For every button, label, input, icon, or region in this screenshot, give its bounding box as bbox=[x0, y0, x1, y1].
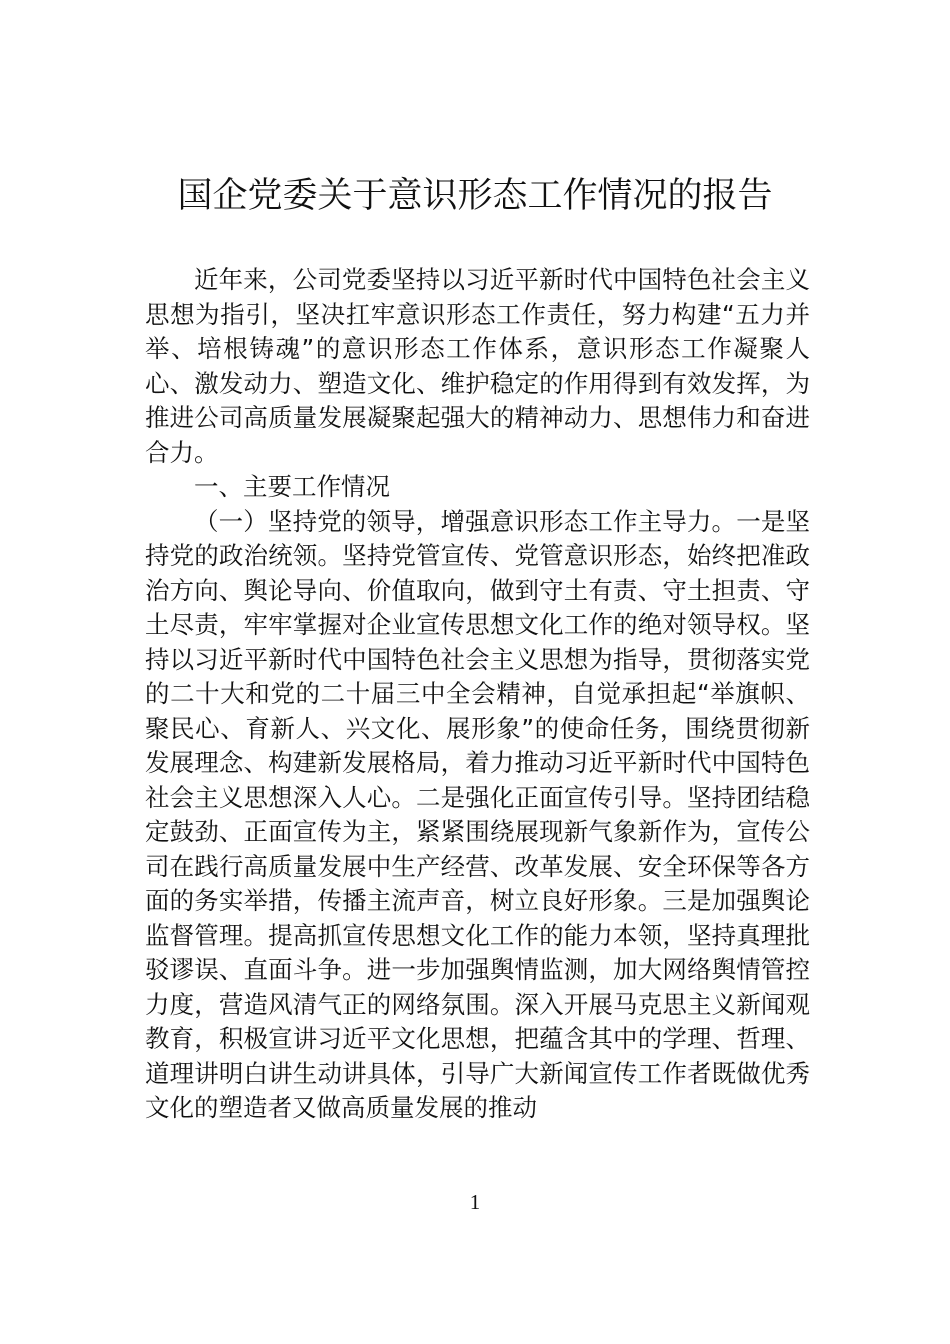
section-paragraph: （一）坚持党的领导，增强意识形态工作主导力。一是坚持党的政治统领。坚持党管宣传、党管意识形态，始终把准政治方向、舆论导向、价值取向，做到守土有责、守土担责、守土尽责，牢牢掌握对企业宣传思想文化工作的绝对领导权。坚持以习近平新时代中国特色社会主义思想为指导，贯彻落实党的二十大和党的二十届三中全会精神，自觉承担起“举旗帜、聚民心、育新人、兴文化、展形象”的使命任务，围绕贯彻新发展理念、构建新发展格局，着力推动习近平新时代中国特色社会主义思想深入人心。二是强化正面宣传引导。坚持团结稳定鼓劲、正面宣传为主，紧紧围绕展现新气象新作为，宣传公司在践行高质量发展中生产经营、改革发展、安全环保等各方面的务实举措，传播主流声音，树立良好形象。三是加强舆论监督管理。提高抓宣传思想文化工作的能力本领，坚持真理批驳谬误、直面斗争。进一步加强舆情监测，加大网络舆情管控力度，营造风清气正的网络氛围。深入开展马克思主义新闻观教育，积极宣讲习近平文化思想，把蕴含其中的学理、哲理、道理讲明白讲生动讲具体，引导广大新闻宣传工作者既做优秀文化的塑造者又做高质量发展的推动 bbox=[145, 506, 810, 1122]
section-heading: 一、主要工作情况 bbox=[194, 472, 390, 501]
document-body bbox=[145, 263, 810, 1126]
page-number: 1 bbox=[469, 1190, 481, 1214]
intro-paragraph: 近年来，公司党委坚持以习近平新时代中国特色社会主义思想为指引，坚决扛牢意识形态工作责任，努力构建“五力并举、培根铸魂”的意识形态工作体系，意识形态工作凝聚人心、激发动力、塑造文化、维护稳定的作用得到有效发挥，为推进公司高质量发展凝聚起强大的精神动力、思想伟力和奋进合力。 bbox=[145, 265, 810, 467]
document-title: 国企党委关于意识形态工作情况的报告 bbox=[177, 176, 773, 216]
